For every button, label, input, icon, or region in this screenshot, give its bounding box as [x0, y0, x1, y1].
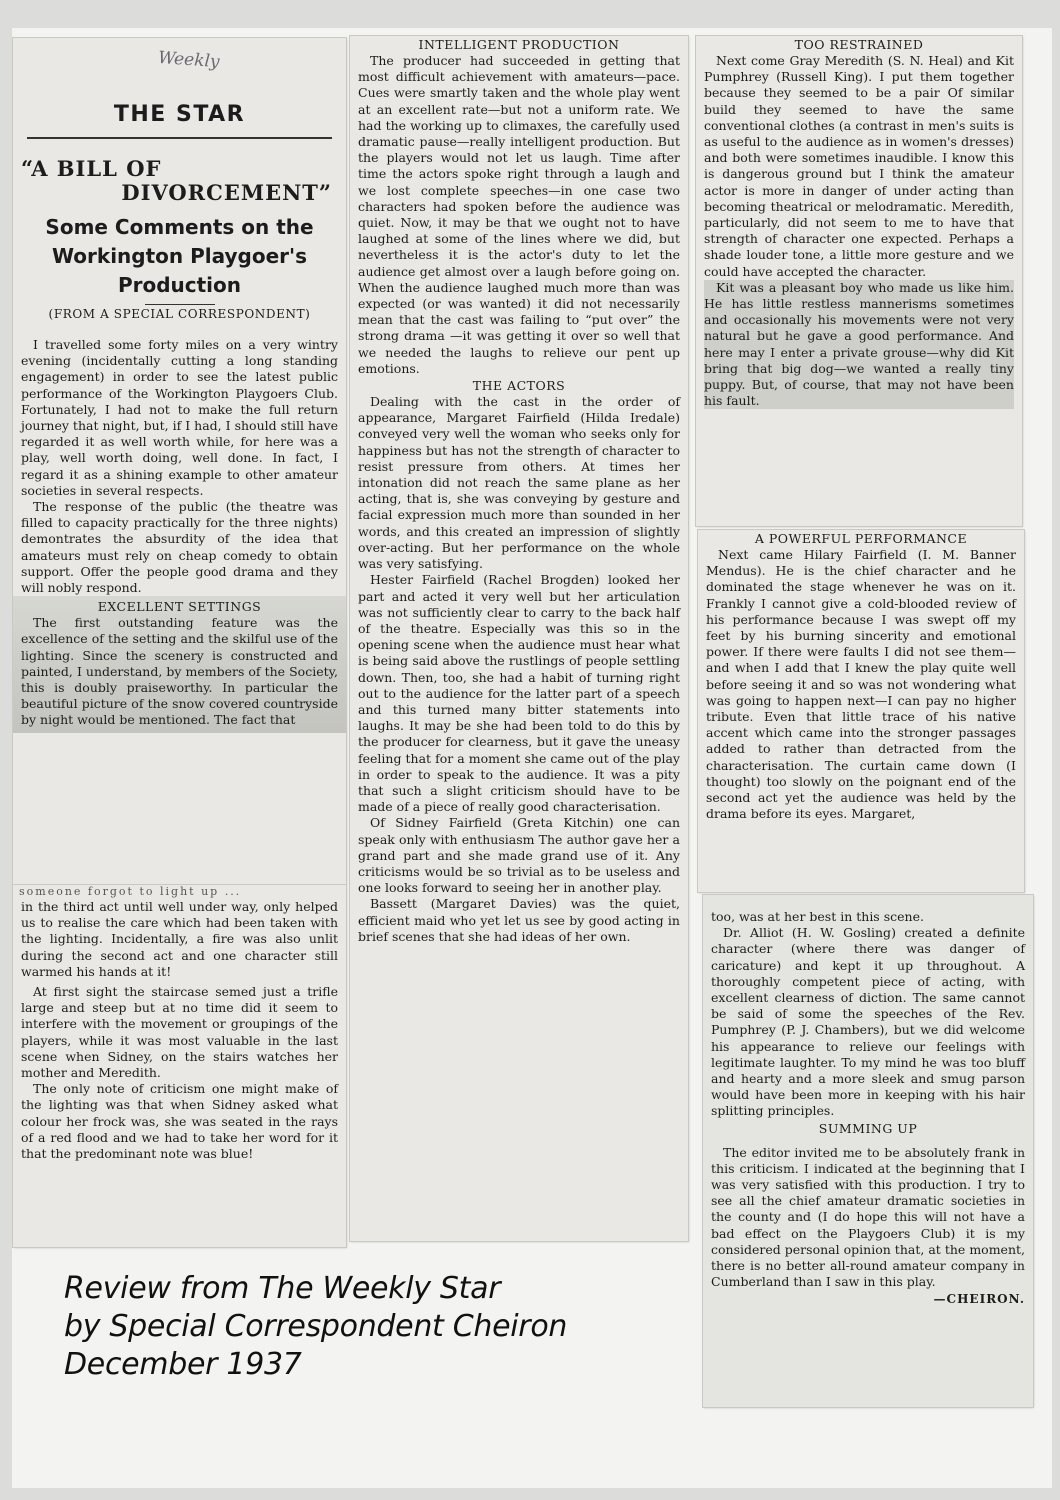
caption-line: December 1937: [64, 1347, 302, 1382]
clipping-too-restrained: [696, 36, 1022, 526]
section-heading: SUMMING UP: [818, 1120, 918, 1136]
divider: [145, 304, 215, 305]
article-headline: “A BILL OF DIVORCEMENT”: [21, 156, 332, 205]
clipping-production-actors: [350, 36, 688, 1241]
clipping-summing-up: [703, 895, 1033, 1407]
caption-line: by Special Correspondent Cheiron: [64, 1309, 568, 1344]
paragraph: Dr. Alliot (H. W. Gosling) created a definite character (where there was danger of caricature) and kept it up throughout. A thoroughly competent piece of acting, with excellent clearness of diction. The same cannot be said of some the speeches of the Rev. Pumphrey (P. J. Chambers), but we did welcome his appearance to relieve our feelings with legitimate laughter. To my mind he was too bluff and hearty and a more sleek and smug parson would have been more in keeping with his hair splitting principles.: [711, 925, 1025, 1119]
masthead-rule: [27, 137, 332, 139]
paragraph: Hester Fairfield (Rachel Brogden) looked her part and acted it very well but her articulation was not sufficiently clear to carry to the back half of the theatre. Especially was this so in the opening scene when the audience must hear what is being said above the rustlings of people settling down. Then, too, she had a habit of turning right out to the audience for the latter part of a speech and this turned many bitter statements into laughs. It may be she had been told to do this by the producer for clearness, but it gave the uneasy feeling that for a moment she came out of the play in order to speak to the audience. It was a pity that such a slight criticism should have to be made of a piece of really good characterisation.: [358, 572, 680, 815]
paragraph: The editor invited me to be absolutely frank in this criticism. I indicated at the beginning that I was very satisfied with this production. I try to see all the chief amateur dramatic societies in the county and (I do hope this will not have a bad effect on the Playgoers Club) it is my considered personal opinion that, at the moment, there is no better all-round amateur company in Cumberland than I saw in this play.: [711, 1144, 1025, 1290]
paragraph: Next came Hilary Fairfield (I. M. Banner Mendus). He is the chief character and he dominated the stage whenever he was on it. Frankly I cannot give a cold-blooded review of his performance because I was swept off my feet by his burning sincerity and emotional power. If there were faults I did not see them—and when I add that I knew the play quite well before seeing it and so was not wondering what was going to happen next—I can pay no higher tribute. Even that little trace of his native accent which came into the stronger passages added to rather than detracted from the characterisation. The curtain came down (I thought) too slowly on the poignant end of the second act yet the audience was held by the drama before its eyes. Margaret,: [706, 547, 1016, 822]
article-byline: (FROM A SPECIAL CORRESPONDENT): [48, 307, 311, 321]
handwritten-note: Weekly: [157, 47, 221, 73]
section-heading: THE ACTORS: [472, 378, 566, 394]
newspaper-masthead: THE STAR: [113, 102, 246, 127]
clipping-powerful-performance: [698, 530, 1024, 892]
clipping-lighting-continued: [13, 885, 346, 1247]
paragraph: At first sight the staircase semed just a trifle large and steep but at no time did it seem to interfere with the movement or groupings of the players, while it was most valuable in the last scene when Sidney, on the stairs watches her mother and Meredith.: [21, 984, 338, 1081]
paragraph: The response of the public (the theatre was filled to capacity practically for the three nights) demontrates the absurdity of the idea that amateurs must rely on cheap comedy to obtain support. Offer the people good drama and they will nobly respond.: [21, 499, 338, 596]
section-heading: INTELLIGENT PRODUCTION: [418, 37, 620, 52]
paragraph: Kit was a pleasant boy who made us like him. He has little restless mannerisms sometimes and occasionally his movements were not very natural but he gave a good performance. And here may I enter a private grouse—why did Kit bring that big dog—we wanted a really tiny puppy. But, of course, that may not have been his fault.: [704, 279, 1014, 409]
paragraph: too, was at her best in this scene.: [711, 909, 924, 924]
clipping-masthead-article: [13, 38, 346, 885]
torn-header-line: someone forgot to light up ...: [19, 885, 242, 898]
paragraph: Next come Gray Meredith (S. N. Heal) and Kit Pumphrey (Russell King). I put them together because they seemed to be a pair Of similar build they seemed to have the same conventional clothes (a contrast in men's suits is as useful to the audience as in women's dresses) and both were sometimes inaudible. I know this is dangerous ground but I think the amateur actor is more in danger of under acting than becoming theatrical or melodramatic. Meredith, particularly, did not seem to me to have that strength of character one expected. Perhaps a shade louder tone, a little more gesture and we could have accepted the character.: [704, 53, 1014, 279]
paragraph: I travelled some forty miles on a very wintry evening (incidentally cutting a long standing engagement) in order to see the latest public performance of the Workington Playgoers Club. Fortunately, I had not to make the full return journey that night, but, if I had, I should still have regarded it as well worth while, for here was a play, well worth doing, well done. In fact, I regard it as a shining example to other amateur societies in several respects.: [21, 337, 338, 498]
paragraph: in the third act until well under way, only helped us to realise the care which had been taken with the lighting. Incidentally, a fire was also unlit during the second act and one character still warmed his hands at it!: [21, 899, 338, 979]
paragraph: The only note of criticism one might make of the lighting was that when Sidney asked what colour her frock was, she was seated in the rays of a red flood and we had to take her word for it that the predominant note was blue!: [21, 1081, 338, 1162]
section-heading: TOO RESTRAINED: [794, 37, 924, 52]
paragraph: Dealing with the cast in the order of appearance, Margaret Fairfield (Hilda Iredale) conveyed very well the woman who seeks only for happiness but has not the strength of character to resist pressure from others. At times her intonation did not reach the same plane as her acting, that is, she was conveying by gesture and facial expression much more than sounded in her words, and this created an impression of slightly over-acting. But her performance on the whole was very satisfying.: [358, 394, 680, 572]
paragraph: Bassett (Margaret Davies) was the quiet, efficient maid who yet let us see by good acting in brief scenes that she had ideas of her own.: [358, 896, 680, 944]
author-signoff: —CHEIRON.: [933, 1292, 1025, 1307]
paragraph: Of Sidney Fairfield (Greta Kitchin) one can speak only with enthusiasm The author gave her a grand part and she made grand use of it. Any criticisms would be so trivial as to be useless and one looks forward to seeing her in another play.: [358, 815, 680, 896]
caption-line: Review from The Weekly Star: [64, 1271, 501, 1306]
article-subheadline: Some Comments on the Workington Playgoer's Production: [45, 215, 314, 297]
section-heading: A POWERFUL PERFORMANCE: [754, 531, 968, 546]
section-heading: EXCELLENT SETTINGS: [97, 599, 262, 615]
paragraph: The producer had succeeded in getting that most difficult achievement with amateurs—pace. Cues were smartly taken and the whole play went at an excellent rate—but not a uniform rate. We had the working up to climaxes, the carefully used dramatic pause—really intelligent production. But the players would not let us laugh. Time after time the actors spoke right through a laugh and we lost complete speeches—in one case two characters had spoken before the audience was quiet. Now, it may be that we ought not to have laughed at some of the lines where we did, but nevertheless it is the actor's duty to let the audience get almost over a laugh before going on. When the audience laughed much more than was expected (or was wanted) it did not necessarily mean that the cast was failing to “put over” the strong drama —it was getting it over so well that we needed the laughs to relieve our pent up emotions.: [358, 53, 680, 376]
scrapbook-caption: [64, 1270, 567, 1384]
paragraph: The first outstanding feature was the excellence of the setting and the skilful use of the lighting. Since the scenery is constructed and painted, I understand, by members of the Society, this is doubly praiseworthy. In particular the beautiful picture of the snow covered countryside by night would be mentioned. The fact that: [21, 615, 338, 728]
